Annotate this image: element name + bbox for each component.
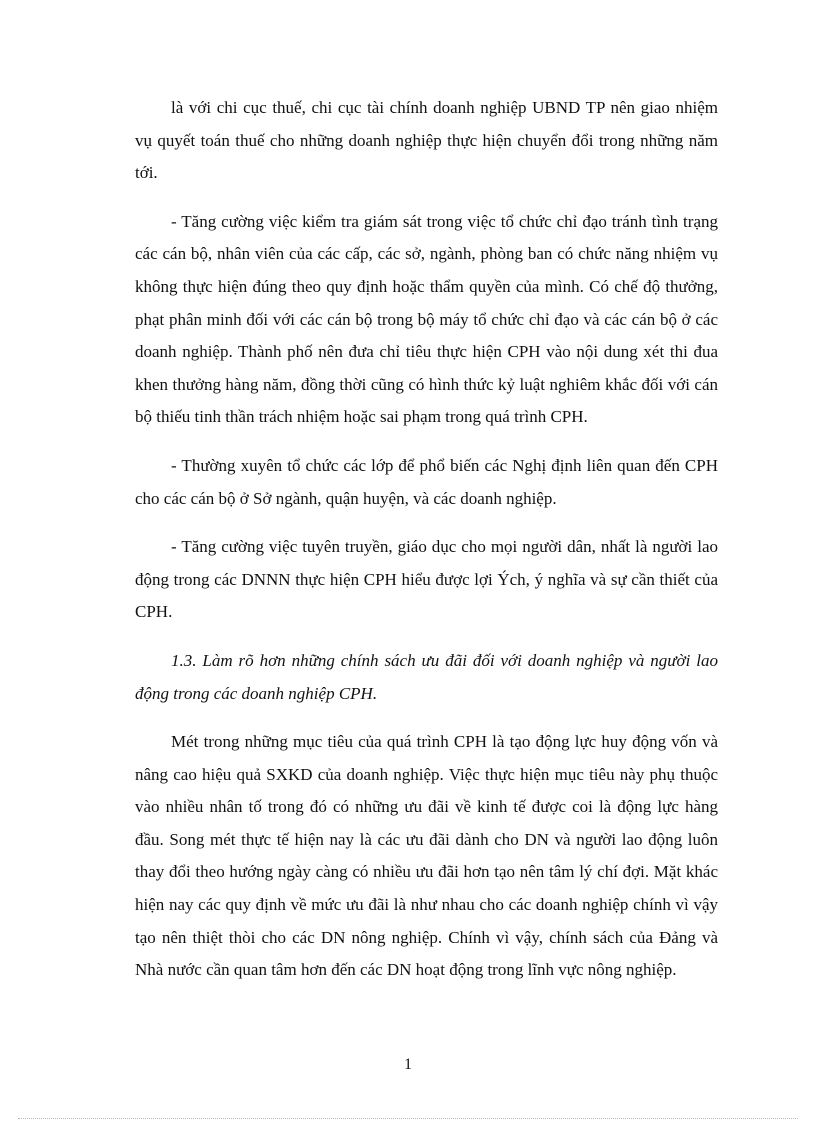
page-body (135, 92, 718, 1003)
page-number: 1 (404, 1056, 412, 1073)
paragraph-incentive-policy: Mét trong những mục tiêu của quá trình CPH là tạo động lực huy động vốn và nâng cao hiệu quả SXKD của doanh nghiệp. Việc thực hiện mục tiêu này phụ thuộc vào nhiều nhân tố trong đó có những ưu đãi về kinh tế được coi là động lực hàng đầu. Song mét thực tế hiện nay là các ưu đãi dành cho DN và người lao động luôn thay đổi theo hướng ngày càng có nhiều ưu đãi hơn tạo nên tâm lý chí đợi. Mặt khác hiện nay các quy định về mức ưu đãi là như nhau cho các doanh nghiệp chính vì vậy tạo nên thiệt thòi cho các DN nông nghiệp. Chính vì vậy, chính sách của Đảng và Nhà nước cần quan tâm hơn đến các DN hoạt động trong lĩnh vực nông nghiệp. (135, 732, 718, 980)
footer-divider (18, 1118, 798, 1119)
section-heading-1-3: 1.3. Làm rõ hơn những chính sách ưu đãi đối với doanh nghiệp và người lao động trong các doanh nghiệp CPH. (135, 650, 718, 703)
paragraph-inspection-supervision: - Tăng cường việc kiểm tra giám sát trong việc tổ chức chỉ đạo tránh tình trạng các cán bộ, nhân viên của các cấp, các sở, ngành, phòng ban có chức năng nhiệm vụ không thực hiện đúng theo quy định hoặc thẩm quyền của mình. Có chế độ thưởng, phạt phân minh đối với các cán bộ trong bộ máy tổ chức chỉ đạo và các cán bộ ở các doanh nghiệp. Thành phố nên đưa chỉ tiêu thực hiện CPH vào nội dung xét thi đua khen thưởng hàng năm, đồng thời cũng có hình thức kỷ luật nghiêm khắc đối với cán bộ thiếu tinh thần trách nhiệm hoặc sai phạm trong quá trình CPH. (135, 211, 718, 427)
paragraph-training-classes: - Thường xuyên tổ chức các lớp để phổ biến các Nghị định liên quan đến CPH cho các cán bộ ở Sở ngành, quận huyện, và các doanh nghiệp. (135, 455, 718, 508)
paragraph-continuation: là với chi cục thuế, chi cục tài chính doanh nghiệp UBND TP nên giao nhiệm vụ quyết toán thuế cho những doanh nghiệp thực hiện chuyển đổi trong những năm tới. (135, 98, 718, 183)
paragraph-propaganda-education: - Tăng cường việc tuyên truyền, giáo dục cho mọi người dân, nhất là người lao động trong các DNNN thực hiện CPH hiểu được lợi Ých, ý nghĩa và sự cần thiết của CPH. (135, 537, 718, 622)
